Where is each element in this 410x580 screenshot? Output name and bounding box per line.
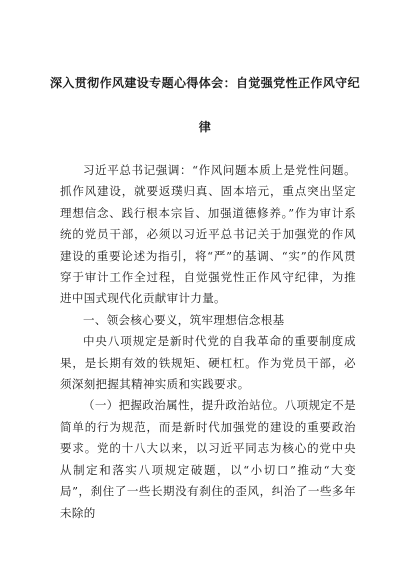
paragraph-section-1: 中央八项规定是新时代党的自我革命的重要制度成果，是长期有效的铁规矩、硬杠杠。作为党员干部，必须深刻把握其精神实质和实践要求。 [60,334,356,392]
document-body [60,160,356,524]
section-heading-1: 一、领会核心要义，筑牢理想信念根基 [83,312,285,327]
document-title-line-1: 深入贯彻作风建设专题心得体会：自觉强党性正作风守纪 [49,76,360,90]
document-title-line-2: 律 [198,120,212,134]
paragraph-subsection-1: （一）把握政治属性，提升政治站位。八项规定不是简单的行为规范，而是新时代加强党的建设的重要政治要求。党的十八大以来，以习近平同志为核心的党中央从制定和落实八项规定破题，以“小切口”推动“大变局”，刹住了一些长期没有刹住的歪风，纠治了一些多年未除的 [60,398,356,520]
paragraph-intro: 习近平总书记强调：“作风问题本质上是党性问题。抓作风建设，就要返璞归真、固本培元，重点突出坚定理想信念、践行根本宗旨、加强道德修养。”作为审计系统的党员干部，必须以习近平总书记关于加强党的作风建设的重要论述为指引，将“严”的基调、“实”的作风贯穿于审计工作全过程，自觉强党性正作风守纪律，为推进中国式现代化贡献审计力量。 [60,163,356,306]
